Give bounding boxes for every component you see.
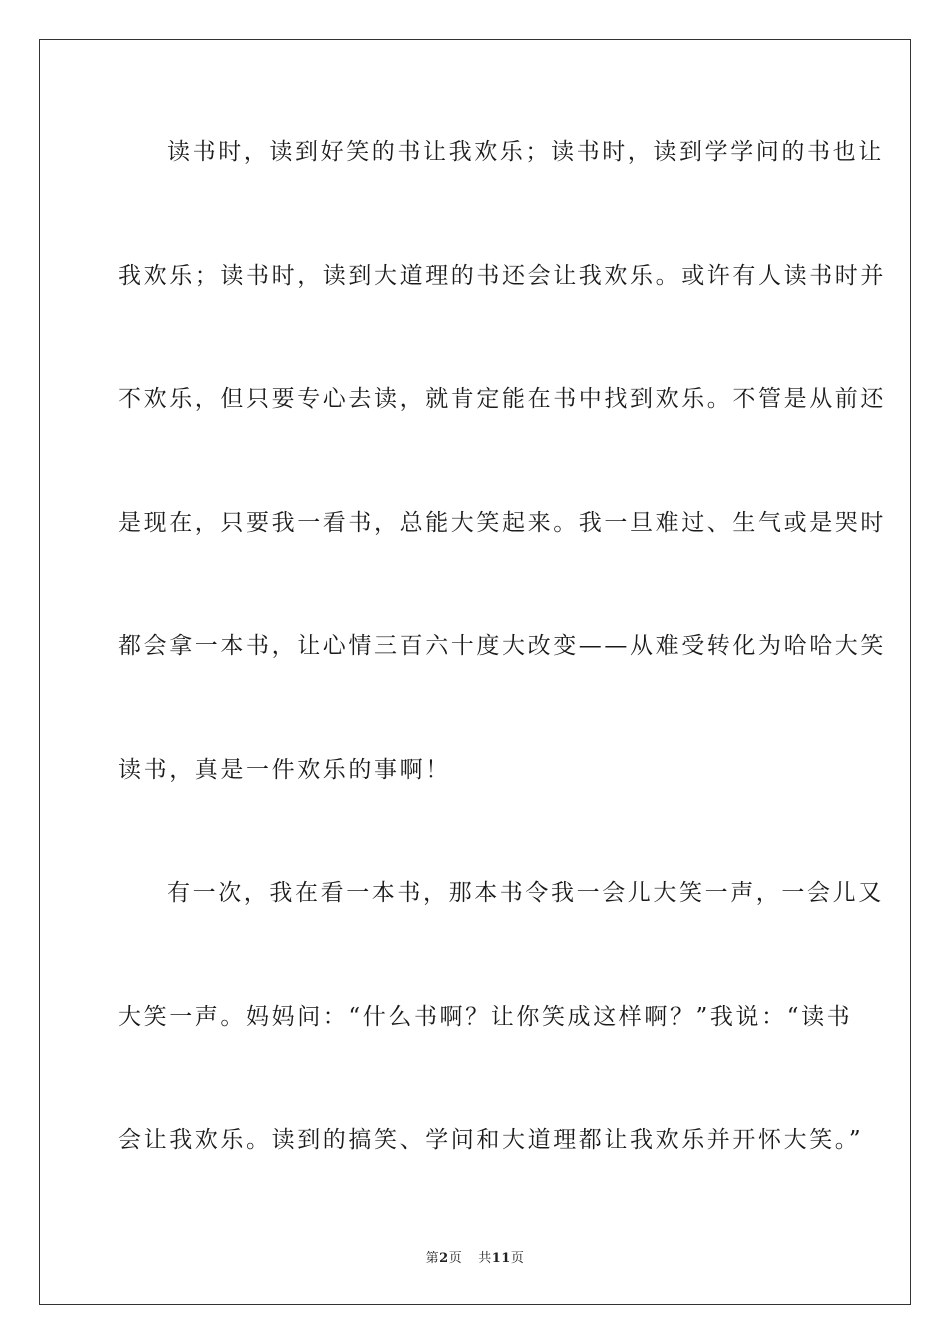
paragraph-1-line-6: 读书，真是一件欢乐的事啊！ — [118, 756, 451, 783]
paragraph-1-line-1: 读书时，读到好笑的书让我欢乐；读书时，读到学学问的书也让 — [167, 139, 884, 165]
paragraph-1-line-5: 都会拿一本书，让心情三百六十度大改变——从难受转化为哈哈大笑 — [118, 633, 886, 659]
page-footer — [0, 1247, 950, 1266]
paragraph-2-line-1: 有一次，我在看一本书，那本书令我一会儿大笑一声，一会儿又 — [167, 880, 884, 906]
total-suffix: 页 — [510, 1251, 525, 1266]
page-suffix: 页 — [448, 1251, 463, 1266]
page-number: 2 — [439, 1251, 449, 1266]
paragraph-1-line-4: 是现在，只要我一看书，总能大笑起来。我一旦难过、生气或是哭时 — [118, 509, 886, 536]
paragraph-1-line-3: 不欢乐，但只要专心去读，就肯定能在书中找到欢乐。不管是从前还 — [118, 386, 886, 412]
page-prefix: 第 — [425, 1251, 440, 1266]
paragraph-2-line-3: 会让我欢乐。读到的搞笑、学问和大道理都让我欢乐并开怀大笑。” — [118, 1127, 864, 1153]
total-prefix: 共 — [478, 1251, 492, 1266]
document-body — [118, 120, 886, 1232]
total-pages: 11 — [491, 1251, 511, 1266]
paragraph-1-line-2: 我欢乐；读书时，读到大道理的书还会让我欢乐。或许有人读书时并 — [118, 262, 886, 289]
paragraph-2-line-2: 大笑一声。妈妈问：“什么书啊？让你笑成这样啊？”我说：“读书 — [118, 1003, 853, 1030]
